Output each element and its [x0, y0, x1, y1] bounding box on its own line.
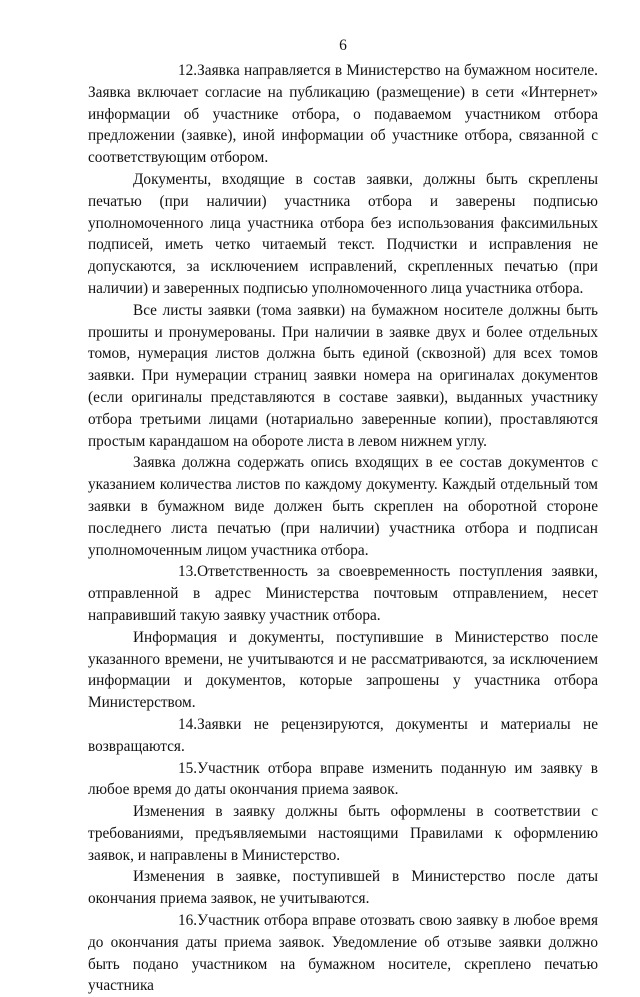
paragraph-15-changes	[88, 801, 598, 866]
paragraph-text: Изменения в заявку должны быть оформлены в соответствии с требованиями, предъявляемыми настоящими Правилами к оформлению заявок, и направлены в Министерство.	[88, 803, 598, 864]
paragraph-12-inventory	[88, 452, 598, 561]
document-body	[88, 60, 598, 997]
paragraph-text: Заявка должна содержать опись входящих в ее состав документов с указанием количества листов по каждому документу. Каждый отдельный том заявки в бумажном виде должен быть скреплен на оборотной стороне последнего листа печатью (при наличии) участника отбора и подписан уполномоченным лицом участника отбора.	[88, 454, 598, 559]
paragraph-number: 14.	[178, 715, 198, 733]
paragraph-text: Участник отбора вправе изменить поданную им заявку в любое время до даты окончания приема заявок.	[88, 759, 598, 799]
paragraph-text: Документы, входящие в состав заявки, должны быть скреплены печатью (при наличии) участника отбора и заверены подписью уполномоченного лица участника отбора без использования факсимильных подписей, иметь четко читаемый текст. Подчистки и исправления не допускаются, за исключением исправлений, скрепленных печатью (при наличии) и заверенных подписью уполномоченного лица участника отбора.	[88, 170, 598, 297]
paragraph-number: 12.	[178, 62, 198, 79]
paragraph-16-main	[88, 910, 598, 997]
page-number: 6	[339, 37, 347, 54]
paragraph-text: Информация и документы, поступившие в Министерство после указанного времени, не учитываются и не рассматриваются, за исключением информации и документов, которые запрошены у участника отбора Министерством.	[88, 628, 598, 712]
paragraph-text: Участник отбора вправе отозвать свою заявку в любое время до окончания даты приема заявок. Уведомление об отзыве заявки должно быть подано участником на бумажном носителе, скреплено печатью участника	[88, 912, 598, 995]
paragraph-14-main	[88, 714, 598, 758]
paragraph-text: Заявка направляется в Министерство на бумажном носителе. Заявка включает согласие на публикацию (размещение) в сети «Интернет» информации об участнике отбора, о подаваемом участником отбора предложении (заявке), иной информации об участнике отбора, связанной с соответствующим отбором.	[88, 62, 598, 167]
paragraph-text: Изменения в заявке, поступившей в Министерство после даты окончания приема заявок, не учитываются.	[88, 868, 598, 908]
paragraph-13-late	[88, 627, 598, 714]
paragraph-13-main	[88, 561, 598, 626]
paragraph-12-documents	[88, 169, 598, 300]
paragraph-12-main	[88, 60, 598, 169]
paragraph-12-sheets	[88, 300, 598, 453]
paragraph-text: Все листы заявки (тома заявки) на бумажном носителе должны быть прошиты и пронумерованы. При наличии в заявке двух и более отдельных томов, нумерация листов должна быть единой (сквозной) для всех томов заявки. При нумерации страниц заявки номера на оригиналах документов (если оригиналы представляются в составе заявки), выданных участнику отбора третьими лицами (нотариально заверенные копии), проставляются простым карандашом на обороте листа в левом нижнем углу.	[88, 301, 598, 450]
paragraph-number: 15.	[178, 759, 198, 777]
paragraph-text: Заявки не рецензируются, документы и материалы не возвращаются.	[88, 715, 598, 755]
paragraph-number: 16.	[178, 912, 198, 930]
paragraph-15-late-changes	[88, 866, 598, 910]
paragraph-15-main	[88, 758, 598, 802]
paragraph-text: Ответственность за своевременность поступления заявки, отправленной в адрес Министерства почтовым отправлением, несет направивший такую заявку участник отбора.	[88, 563, 598, 624]
paragraph-number: 13.	[178, 563, 198, 581]
